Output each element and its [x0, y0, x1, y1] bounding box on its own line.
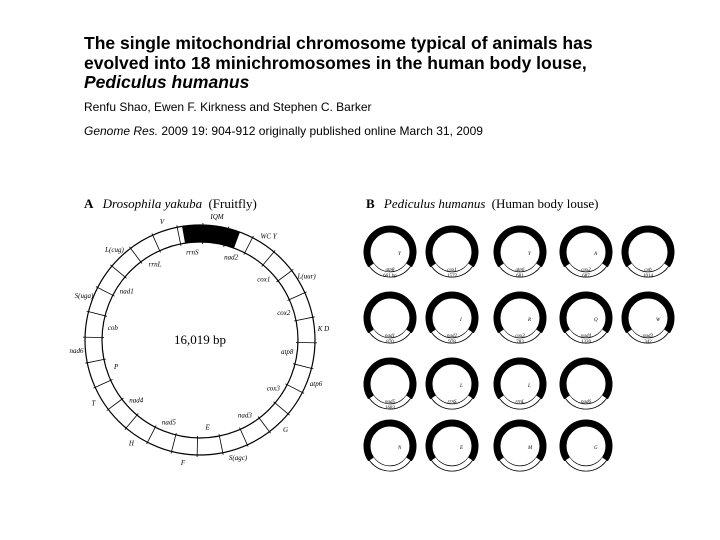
- gene-boundary-tick: [262, 250, 276, 266]
- gene-boundary-tick: [277, 269, 294, 282]
- minichromosome: [367, 361, 413, 411]
- gene-label: atp8: [280, 348, 294, 356]
- minichromosome: [563, 229, 609, 279]
- minichromosome-gene-label: nad4: [581, 334, 591, 339]
- gene-label: P: [114, 363, 119, 371]
- gene-label: cox2: [277, 309, 291, 317]
- minichromosome-gene-label: atp8: [385, 268, 395, 273]
- minichromosome: [497, 423, 543, 471]
- journal-name: Genome Res.: [84, 124, 159, 138]
- minichromosome-gene-label: rrnL: [515, 400, 525, 405]
- gene-boundary-tick: [288, 292, 307, 301]
- minichromosome-gene-label: cox2: [581, 268, 591, 273]
- minichromosome-gene-label: cob: [644, 268, 652, 273]
- minichromosome: [367, 229, 413, 279]
- gene-label: K D: [317, 325, 330, 334]
- minichromosome-size-label: 1320: [581, 340, 591, 345]
- gene-boundary-tick: [285, 384, 304, 394]
- panel-b-species: Pediculus humanus: [383, 196, 486, 211]
- gene-label: nad1: [119, 287, 134, 296]
- gene-boundary-tick: [296, 342, 317, 343]
- gene-label: cob: [107, 324, 118, 332]
- minichromosome: [497, 229, 543, 279]
- gene-label: E: [205, 423, 210, 432]
- minichromosome-size-label: 870: [386, 340, 394, 345]
- gene-boundary-tick: [96, 287, 115, 297]
- gene-boundary-tick: [110, 265, 126, 279]
- gene-boundary-tick: [258, 417, 271, 434]
- minichromosome: [497, 361, 543, 409]
- minichromosome: [367, 295, 413, 345]
- gene-label: T: [91, 399, 96, 408]
- gene-label: nad3: [237, 411, 252, 420]
- gene-label: L(uur): [297, 272, 316, 281]
- coding-region-gap: [500, 460, 540, 471]
- gene-label: L(cug): [105, 246, 124, 255]
- gene-boundary-tick: [93, 380, 112, 389]
- minichromosome: [563, 361, 609, 409]
- minichromosome: [497, 295, 543, 345]
- trna-label: A: [594, 252, 598, 257]
- minichromosome: [625, 295, 671, 345]
- coding-region-gap: [566, 460, 606, 471]
- gene-boundary-tick: [152, 233, 161, 252]
- gene-boundary-tick: [202, 223, 203, 244]
- minichromosome-gene-label: nad3: [643, 334, 653, 339]
- citation-details: 2009 19: 904-912 originally published online March 31, 2009: [158, 124, 483, 138]
- panel-a-heading: [84, 196, 257, 211]
- panel-a-species: Drosophila yakuba: [102, 196, 203, 211]
- gene-label: nad5: [161, 418, 176, 427]
- gene-label: V: [159, 218, 165, 226]
- minichromosome-gene-label: nad6: [581, 400, 591, 405]
- title-line-2: evolved into 18 minichromosomes in the human body louse,: [84, 52, 587, 73]
- gene-label: atp6: [309, 379, 323, 388]
- gene-boundary-tick: [129, 247, 142, 264]
- gene-boundary-tick: [293, 364, 313, 369]
- minichromosome-size-label: 342: [644, 340, 652, 345]
- panel-a-letter: A: [84, 196, 94, 211]
- gene-boundary-tick: [87, 311, 107, 316]
- minichromosome: [429, 361, 475, 409]
- author-list: Renfu Shao, Ewen F. Kirkness and Stephen C. Barker: [84, 100, 372, 114]
- gene-boundary-tick: [171, 433, 176, 453]
- gene-boundary-tick: [274, 402, 290, 416]
- gene-boundary-tick: [83, 337, 104, 338]
- minichromosome: [563, 295, 609, 345]
- gene-boundary-tick: [85, 359, 106, 363]
- gene-boundary-tick: [197, 436, 198, 457]
- coding-region-gap: [370, 460, 410, 471]
- trna-label: M: [528, 446, 533, 451]
- minichromosome: [367, 423, 413, 471]
- trna-label: Y: [398, 252, 401, 257]
- panel-b-common: (Human body louse): [491, 196, 599, 211]
- trna-label: L: [460, 384, 463, 389]
- trna-label: E: [460, 446, 464, 451]
- trna-label: R: [528, 318, 532, 323]
- minichromosome-size-label: 1683: [385, 406, 395, 411]
- gene-boundary-tick: [125, 414, 139, 430]
- gene-boundary-tick: [219, 434, 223, 455]
- minichromosome-size-label: 687: [582, 274, 590, 279]
- minichromosome-gene-label: cox1: [447, 268, 457, 273]
- drosophila-genome-map: [70, 213, 330, 467]
- trna-label: Q: [594, 318, 598, 323]
- coding-region-gap: [432, 460, 472, 471]
- gene-boundary-tick: [107, 398, 124, 411]
- gene-boundary-tick: [147, 425, 157, 444]
- minichromosome-size-label: 1014: [643, 274, 653, 279]
- trna-label: G: [594, 446, 598, 451]
- title-line-1: The single mitochondrial chromosome typical of animals has: [84, 33, 593, 53]
- minichromosome-size-label: 661 bp: [383, 274, 397, 279]
- minichromosome-size-label: 783: [516, 340, 524, 345]
- minichromosome-grid: [367, 229, 671, 471]
- gene-label: F: [180, 458, 186, 467]
- minichromosome-gene-label: nad1: [385, 334, 395, 339]
- trna-label: I: [460, 318, 462, 323]
- minichromosome: [429, 229, 475, 279]
- minichromosome-gene-label: rrnS: [447, 400, 457, 405]
- minichromosome: [563, 423, 609, 471]
- minichromosome: [429, 423, 475, 471]
- gene-label: cox3: [266, 384, 280, 393]
- gene-boundary-tick: [240, 428, 249, 447]
- minichromosome-size-label: 681: [516, 274, 524, 279]
- minichromosome-gene-label: cox3: [515, 334, 525, 339]
- control-region-block: [182, 225, 240, 248]
- trna-label: L: [528, 384, 531, 389]
- gene-label: nad2: [224, 253, 239, 262]
- gene-label: H: [128, 439, 134, 448]
- gene-label: cox1: [257, 275, 271, 284]
- genome-size-label: 16,019 bp: [174, 332, 226, 347]
- minichromosome-gene-label: nad5: [385, 400, 395, 405]
- gene-boundary-tick: [294, 317, 315, 321]
- gene-label: nad4: [129, 396, 144, 405]
- gene-label: S(agc): [228, 454, 248, 462]
- minichromosome-gene-label: atp6: [515, 268, 525, 273]
- gene-label: rrnS: [186, 248, 199, 257]
- gene-boundary-tick: [244, 236, 254, 255]
- gene-label: IQM: [210, 213, 224, 222]
- gene-label: rrnL: [148, 260, 162, 269]
- gene-label: WC Y: [260, 232, 277, 241]
- minichromosome: [625, 229, 671, 279]
- trna-label: W: [656, 318, 661, 323]
- gene-label: nad6: [69, 346, 84, 355]
- panel-b-letter: B: [366, 196, 375, 211]
- gene-boundary-tick: [177, 225, 181, 246]
- panel-b-heading: [366, 196, 599, 211]
- minichromosome-size-label: 1572: [447, 274, 457, 279]
- minichromosome: [429, 295, 475, 345]
- title-species: Pediculus humanus: [84, 72, 250, 92]
- gene-label: S(uga): [74, 292, 94, 301]
- panel-a-common: (Fruitfly): [208, 196, 257, 211]
- minichromosome-size-label: 978: [448, 340, 456, 345]
- gene-label: G: [282, 425, 289, 434]
- trna-label: N: [398, 446, 402, 451]
- minichromosome-gene-label: nad2: [447, 334, 457, 339]
- trna-label: Y: [528, 252, 531, 257]
